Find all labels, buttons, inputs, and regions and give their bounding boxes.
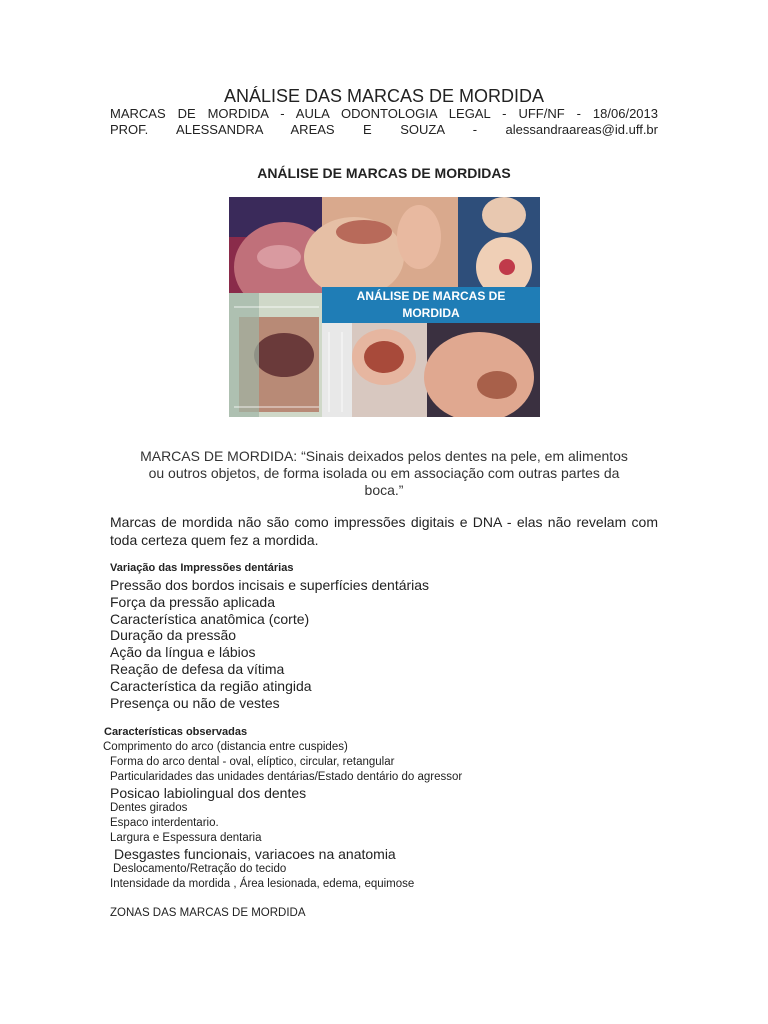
list-item: Duração da pressão <box>110 627 237 644</box>
document-title: ANÁLISE DAS MARCAS DE MORDIDA <box>223 86 545 106</box>
bite-marks-collage-image <box>229 197 540 417</box>
definition-quote <box>110 448 658 499</box>
quote-line-2: ou outros objetos, de forma isolada ou em associação com outras partes da <box>148 465 620 481</box>
list-item: Dentes girados <box>110 802 188 814</box>
list-item: Deslocamento/Retração do tecido <box>113 863 287 875</box>
list-item: Reação de defesa da vítima <box>110 660 285 677</box>
list-item: Comprimento do arco (distancia entre cuspides) <box>103 741 348 753</box>
list-item: Pressão dos bordos incisais e superfícies dentárias <box>110 577 430 593</box>
banner-line-2: MORDIDA <box>402 306 460 320</box>
section-subheading: ANÁLISE DE MARCAS DE MORDIDAS <box>257 165 511 181</box>
list-item: Largura e Espessura dentaria <box>110 832 262 844</box>
list-item: Espaco interdentario. <box>110 817 219 829</box>
quote-line-3: boca.” <box>364 482 404 498</box>
collage-banner <box>322 287 540 323</box>
list-item: Presença ou não de vestes <box>110 694 280 711</box>
list-item: Intensidade da mordida , Área lesionada, edema, equimose <box>110 878 415 890</box>
header-author-line: PROF. ALESSANDRA AREAS E SOUZA - alessandraareas@id.uff.br <box>110 122 658 137</box>
list-item: Característica anatômica (corte) <box>110 610 310 627</box>
intro-paragraph: Marcas de mordida não são como impressões digitais e DNA - elas não revelam com toda certeza quem fez a mordida. <box>110 514 658 548</box>
section3-title: ZONAS DAS MARCAS DE MORDIDA <box>110 907 306 919</box>
banner-line-1: ANÁLISE DE MARCAS DE <box>356 289 506 303</box>
list-item: Desgastes funcionais, variacoes na anatomia <box>114 846 396 862</box>
list-item: Forma do arco dental - oval, elíptico, circular, retangular <box>110 756 395 768</box>
list-item: Característica da região atingida <box>110 677 312 694</box>
list-item: Força da pressão aplicada <box>110 593 275 610</box>
quote-line-1: MARCAS DE MORDIDA: “Sinais deixados pelos dentes na pele, em alimentos <box>140 448 628 464</box>
section1-title: Variação das Impressões dentárias <box>110 562 294 574</box>
header-course-line: MARCAS DE MORDIDA - AULA ODONTOLOGIA LEGAL - UFF/NF - 18/06/2013 <box>110 106 658 121</box>
list-item: Particularidades das unidades dentárias/Estado dentário do agressor <box>110 771 463 783</box>
impression-variation-list <box>110 577 429 711</box>
section2-title: Características observadas <box>104 726 248 738</box>
list-item: Posicao labiolingual dos dentes <box>110 785 307 801</box>
list-item: Ação da língua e lábios <box>110 644 256 661</box>
